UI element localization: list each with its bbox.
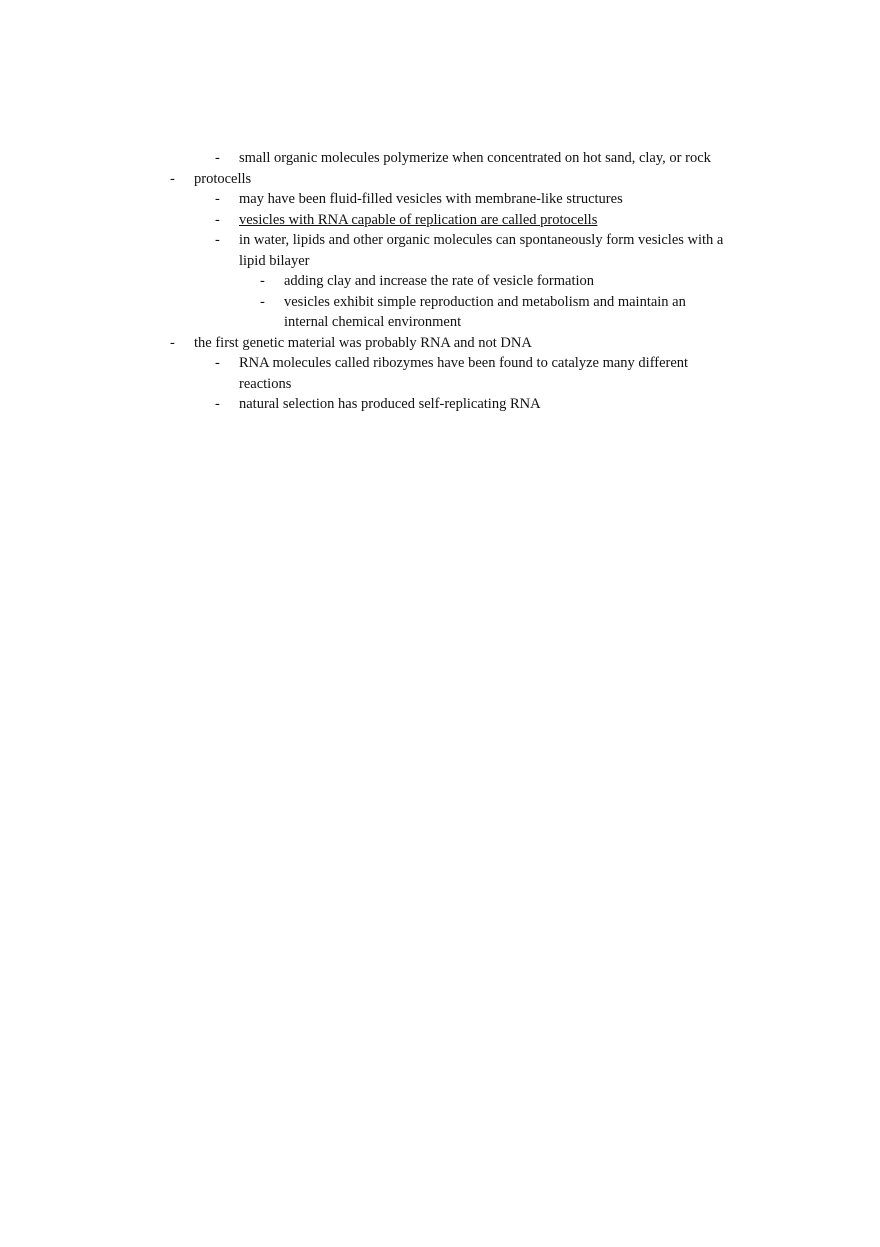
list-item: [160, 394, 760, 415]
bullet-dash: -: [215, 211, 220, 228]
list-item: [160, 189, 760, 210]
list-item-text: small organic molecules polymerize when concentrated on hot sand, clay, or rock: [239, 150, 711, 166]
list-item-text: RNA molecules called ribozymes have been found to catalyze many different reactions: [239, 355, 689, 392]
list-item-text: adding clay and increase the rate of vesicle formation: [284, 273, 595, 289]
bullet-dash: -: [260, 293, 265, 310]
bullet-dash: -: [215, 232, 220, 248]
list-item: [160, 210, 760, 231]
bullet-dash: -: [170, 334, 175, 351]
bullet-dash: -: [215, 191, 220, 207]
list-item-text: the first genetic material was probably RNA and not DNA: [194, 334, 532, 351]
list-item: [160, 353, 760, 394]
underlined-list-item-text: vesicles with RNA capable of replication are called protocells: [239, 211, 598, 228]
list-item-text: may have been fluid-filled vesicles with membrane-like structures: [239, 191, 623, 207]
list-item-text: in water, lipids and other organic molecules can spontaneously form vesicles with a lipid bilayer: [239, 232, 724, 269]
list-item: [160, 271, 760, 292]
bullet-dash: -: [215, 150, 220, 166]
list-item-text: natural selection has produced self-replicating RNA: [239, 396, 541, 412]
list-item: [160, 148, 760, 169]
list-item: [160, 292, 760, 333]
list-item-text: protocells: [194, 170, 252, 187]
bullet-dash: -: [215, 355, 220, 371]
list-item: [160, 169, 760, 190]
list-item-text: vesicles exhibit simple reproduction and metabolism and maintain an internal chemical environment: [284, 293, 686, 330]
list-item: [160, 333, 760, 354]
bullet-dash: -: [170, 170, 175, 187]
list-item: [160, 230, 760, 271]
bullet-dash: -: [215, 396, 220, 412]
bullet-dash: -: [260, 273, 265, 289]
bullet-notes: [160, 148, 760, 415]
